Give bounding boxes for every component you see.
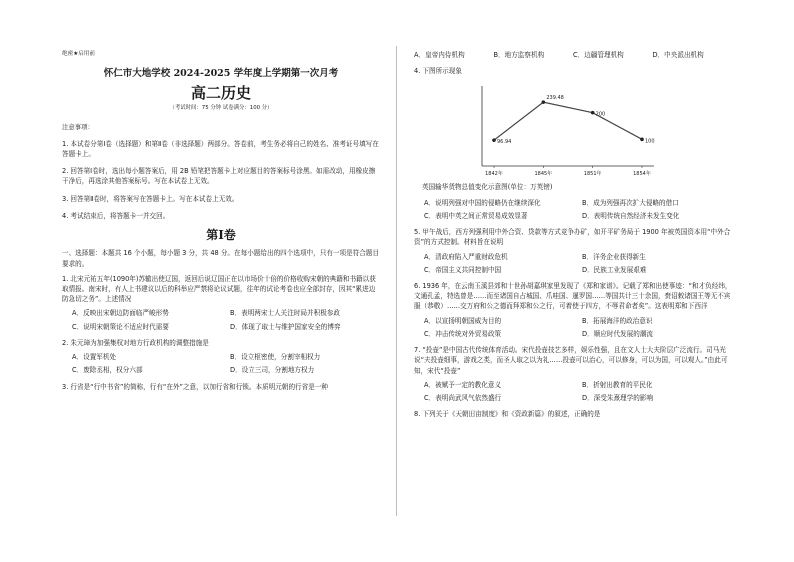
option: D．体现了取士与维护国家安全的博弈 <box>230 322 341 331</box>
option: A．被赋予一定的教化意义 <box>424 380 502 389</box>
question-block <box>414 227 732 275</box>
data-label: 239.48 <box>546 95 564 102</box>
question-options <box>414 50 732 60</box>
data-point <box>591 111 595 115</box>
option: C．边疆管理机构 <box>573 51 624 59</box>
question-block <box>62 274 380 332</box>
option: D．民族工业发展艰难 <box>582 265 647 274</box>
question-options <box>424 316 732 339</box>
data-point <box>542 101 546 105</box>
question-block <box>414 281 732 339</box>
option: C．说明宋朝策论不适应时代需要 <box>72 322 169 331</box>
option: D．顺应时代发展的潮流 <box>582 329 654 338</box>
option: D．深受朱熹理学的影响 <box>582 393 654 402</box>
option: B．拓展海洋的政治意识 <box>582 316 653 325</box>
question-block <box>414 198 732 221</box>
x-tick-label: 1845年 <box>534 171 553 178</box>
question-block <box>62 382 380 392</box>
data-label: 100 <box>645 138 655 145</box>
volume-title: 第Ⅰ卷 <box>206 227 236 242</box>
option: B．洋务企业获得新生 <box>582 252 646 261</box>
note-item: 1. 本试卷分第Ⅰ卷（选择题）和第Ⅱ卷（非选择题）两部分。答卷前，考生务必将自己的姓名、准考证号填写在答题卡上。 <box>62 139 379 158</box>
option: B．设立枢密使，分割宰相权力 <box>230 353 321 362</box>
data-label: 96.94 <box>497 139 512 146</box>
question-stem: 5. 甲午战后，西方列强利用中外合资、贷款等方式竞争办矿，如开平矿务局于 1900 年被英国资本用“中外合资”的方式控制。材料旨在说明 <box>414 228 731 247</box>
option: B．地方监察机构 <box>493 51 545 59</box>
right-column <box>414 50 732 423</box>
data-point <box>640 138 644 142</box>
series-line <box>494 103 642 141</box>
question-options <box>72 308 380 331</box>
option: A．反映出宋朝边防面临严峻形势 <box>72 309 169 318</box>
note-item: 3. 回答第Ⅱ卷时，将答案写在答题卡上。写在本试卷上无效。 <box>62 194 239 203</box>
notes-heading: 注意事项： <box>62 122 94 131</box>
option: D．设立三司，分割地方权力 <box>230 366 315 375</box>
option: C．帝国主义共同控制中国 <box>424 265 502 274</box>
option: B．成为列强再次扩大侵略的借口 <box>582 198 679 207</box>
option: A．清政府陷入严重财政危机 <box>424 252 508 261</box>
secret-mark: 绝密★启用前 <box>62 51 95 57</box>
question-stem: 3. 行省是“行中书省”的简称，行有“在外”之意，以加行省和行锁。本质明元朝的行省是一种 <box>62 382 329 391</box>
option: C．废除丞相，权分六部 <box>72 366 143 375</box>
option: C．表明尚武风气依然盛行 <box>424 393 502 402</box>
note-item: 2. 回答第Ⅰ卷时，选出每小题答案后，用 2B 铅笔把答题卡上对应题目的答案标号涂黑。如需改动，用橡皮擦干净后，再选涂其他答案标号。写在本试卷上无效。 <box>62 167 376 186</box>
question-stem: 1. 北宋元祐五年(1090年)苏辙出使辽国，返回后说辽国正在以市场价十倍的价格收购宋朝的典籍和书籍以获取情报。南宋时，有人上书建议以后的科举应严禁将论议试题，往年的试论考卷也应全部封存，因其“累进边防急切之务”。上述情况 <box>62 274 376 304</box>
option: A．说明列强对中国的侵略仍在继续深化 <box>424 198 541 207</box>
question-stem: 6. 1936 年，在云南玉溪县郊和十世孙胡嘉琪家里发现了《郑和家谱》。记载了郑和出使事迹：“和才负经纬，文通孔孟，特选曾是……而至诸国自占城国、爪哇国、暹罗国……等国共计三十余国，赍诏敕诸国王等无不宾服（恭敬）……交万府和公之德而拜郑和公之行，可着使于四方，不辱君命者矣”。这表明郑和下西洋 <box>414 281 732 311</box>
section-intro: 一、选择题：本题共 16 个小题，每小题 3 分，共 48 分。在每小题给出的四个选项中，只有一项是符合题目要求的。 <box>62 249 380 268</box>
question-options <box>72 352 380 375</box>
x-tick-label: 1851年 <box>583 171 602 178</box>
option: A．皇帝内侍机构 <box>414 51 465 59</box>
question-block <box>62 338 380 376</box>
question-options <box>424 198 732 221</box>
option: B．折射出教育的平民化 <box>582 380 653 389</box>
chart-title: 英国输华货物总值变化示意图(单位：万英镑) <box>422 183 553 192</box>
x-tick-label: 1854年 <box>633 171 651 178</box>
chart-svg <box>468 80 668 180</box>
option: A．以宣扬明朝国威为目的 <box>424 316 502 325</box>
question-stem: 7. “投壶”是中国古代传统体育活动。宋代投壶技艺多样，娱乐性强，且在文人士大夫阶层广泛流行。司马光说“夫投壶细事，游戏之类，而圣人取之以为礼……投壶可以治心，可以修身，可以为国，可以观人。”由此可知，宋代“投壶” <box>414 346 728 375</box>
option: D．表明传统自然经济未发生变化 <box>582 211 680 220</box>
data-point <box>492 139 496 143</box>
option: C．冲击传统对外贸易政策 <box>424 329 502 338</box>
left-column <box>62 50 380 396</box>
trade-chart <box>468 80 668 180</box>
column-divider <box>396 46 397 516</box>
question-options <box>424 380 732 403</box>
question-stem: 8. 下列关于《天朝田亩制度》和《资政新篇》的叙述，正确的是 <box>414 410 601 419</box>
x-tick-label: 1842年 <box>485 171 503 178</box>
exam-info: （考试时间：75 分钟 试卷满分：100 分） <box>169 105 273 112</box>
note-item: 4. 考试结束后，将答题卡一并交回。 <box>62 211 170 220</box>
data-label: 200 <box>595 112 606 119</box>
option: B．表明两宋士人关注时局并积极参政 <box>230 309 341 318</box>
subject-title: 高二历史 <box>190 84 251 103</box>
exam-title: 怀仁市大地学校 2024-2025 学年度上学期第一次月考 <box>103 67 339 79</box>
question-block <box>414 345 732 403</box>
question-stem: 2. 朱元璋为加强集权对地方行政机构的调整措施是 <box>62 338 209 347</box>
option: A．设置军机处 <box>72 353 117 362</box>
option: D．中央派出机构 <box>652 51 704 59</box>
option: C．表明中英之间正常贸易成效显著 <box>424 211 528 220</box>
question-stem: 4. 下图所示现象 <box>414 67 462 76</box>
question-options <box>424 252 732 275</box>
